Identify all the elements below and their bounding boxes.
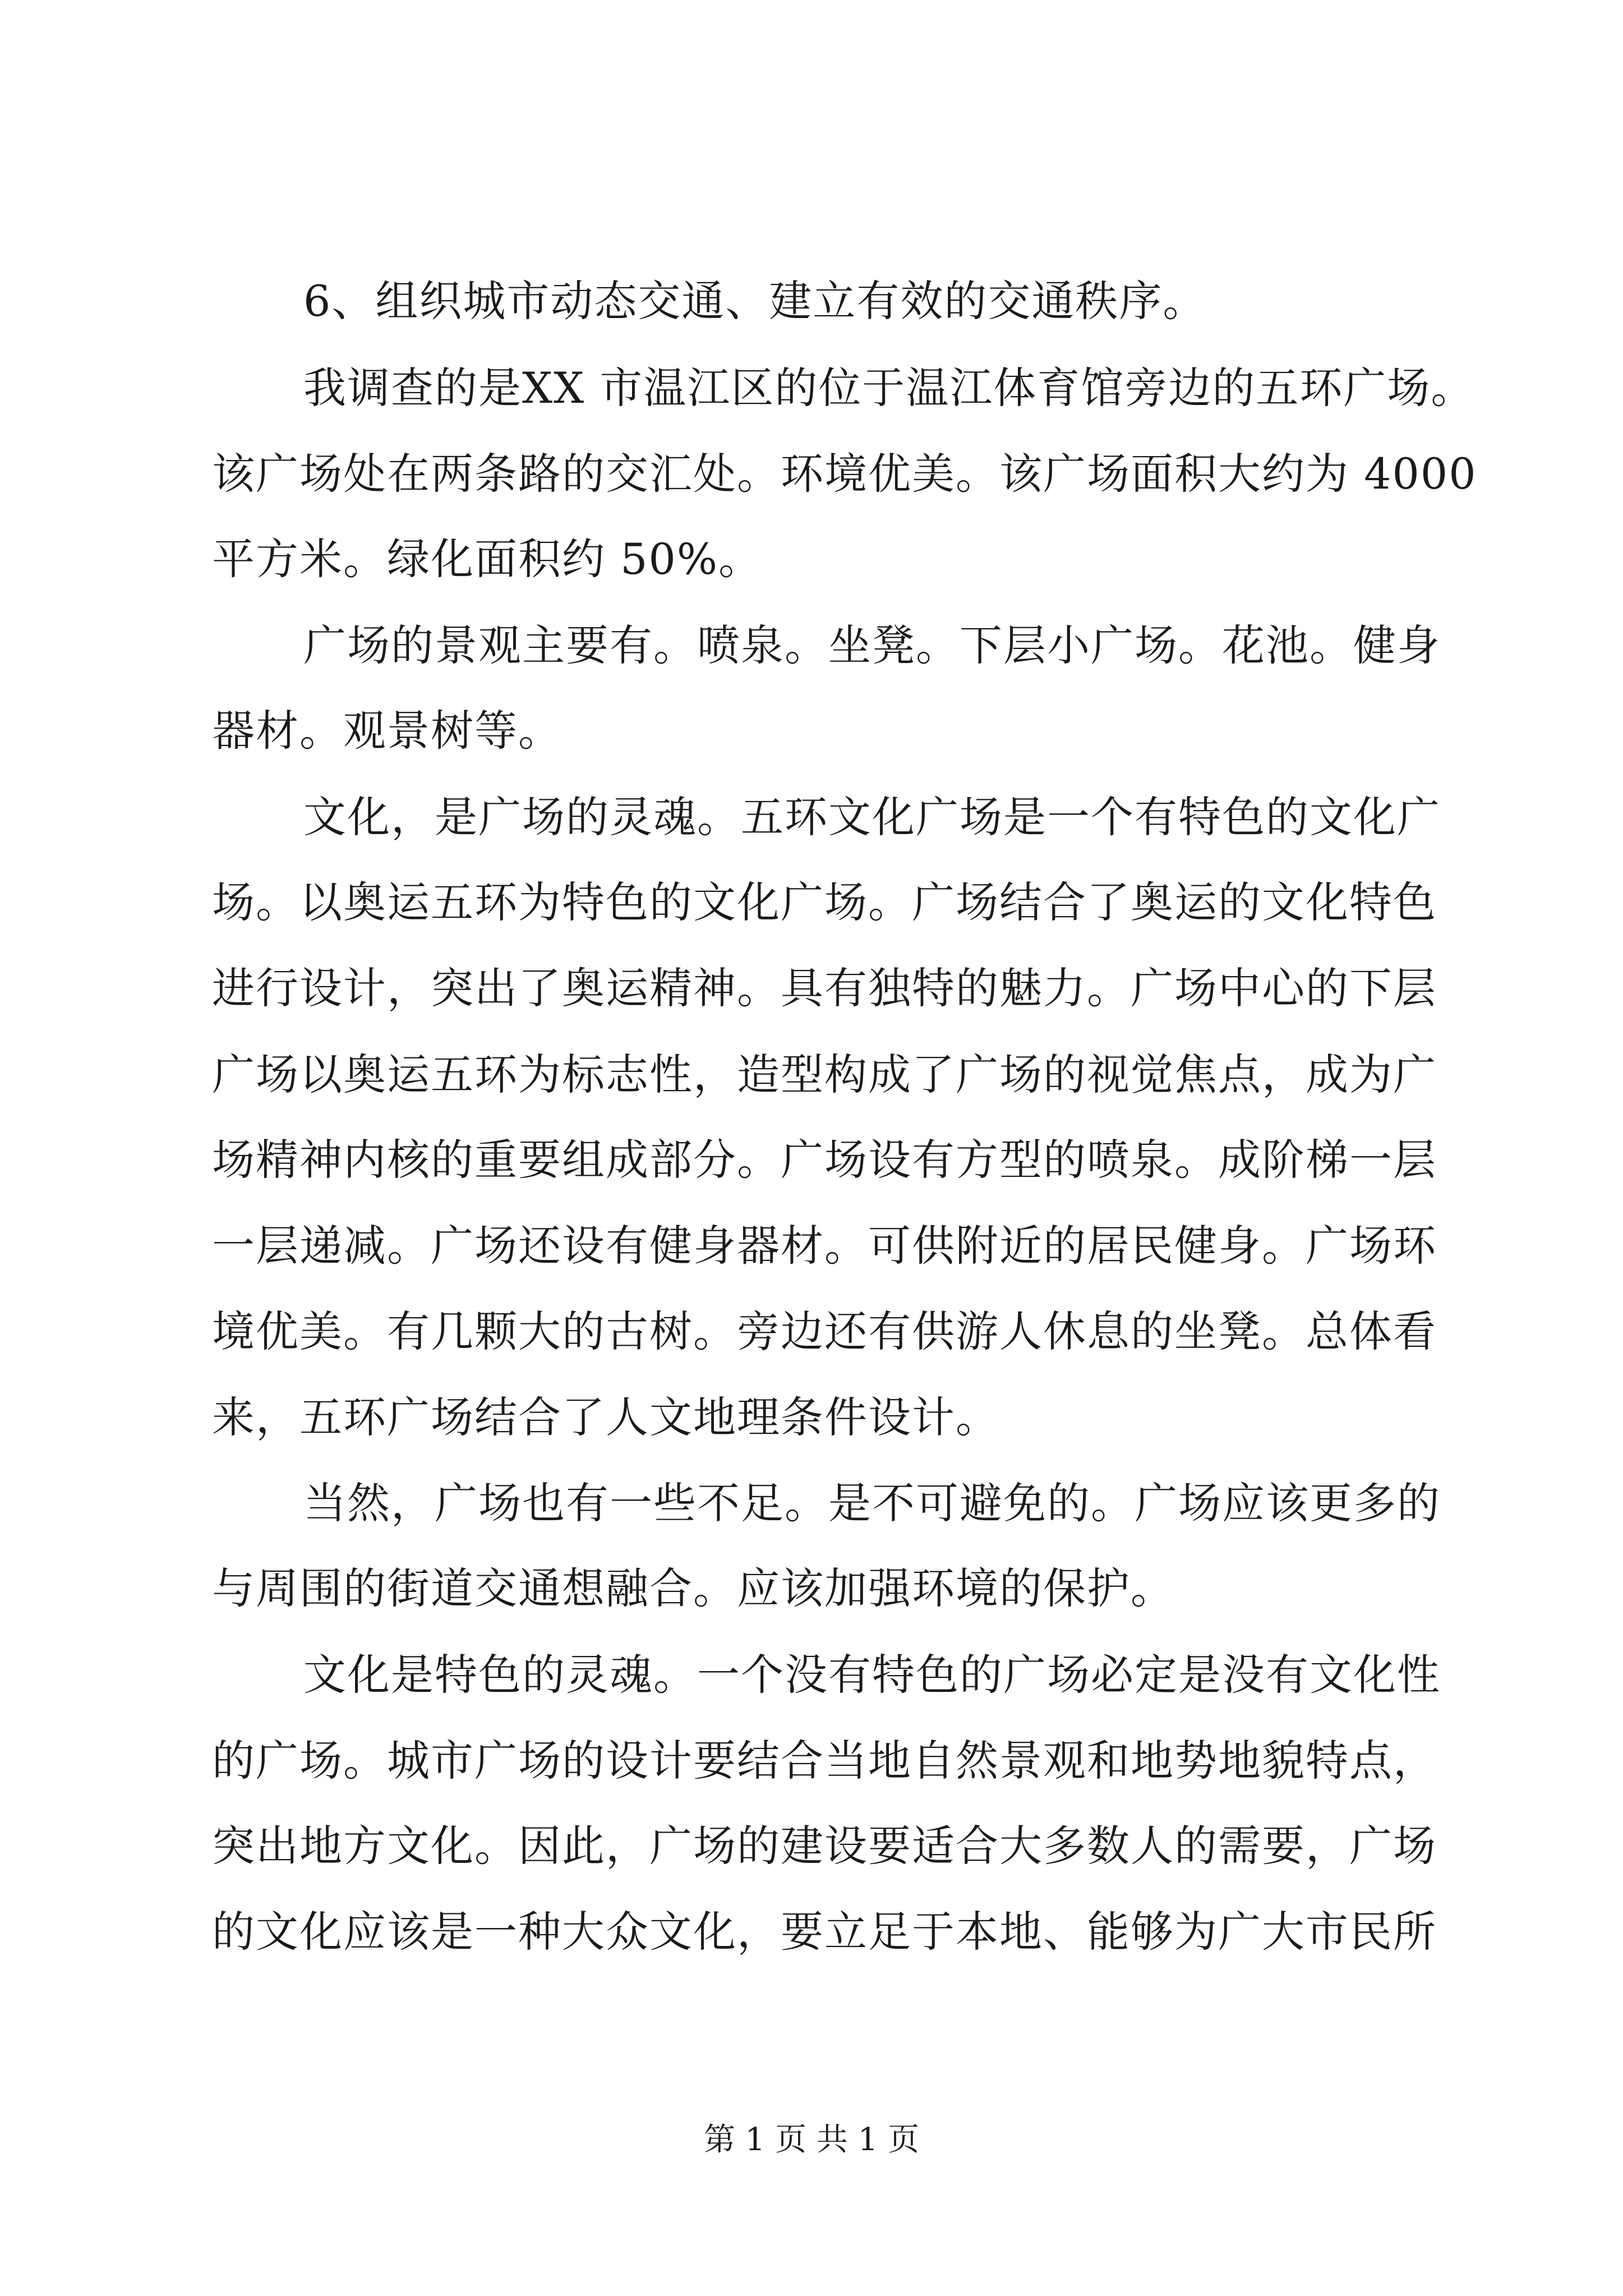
text-line: 广场的景观主要有。喷泉。坐凳。下层小广场。花池。健身 bbox=[303, 620, 1441, 670]
text-line: 文化，是广场的灵魂。五环文化广场是一个有特色的文化广 bbox=[303, 792, 1441, 842]
text-line: 一层递减。广场还设有健身器材。可供附近的居民健身。广场环 bbox=[212, 1221, 1437, 1271]
text-line: 的广场。城市广场的设计要结合当地自然景观和地势地貌特点， bbox=[212, 1736, 1437, 1786]
text-line: 广场以奥运五环为标志性，造型构成了广场的视觉焦点，成为广 bbox=[212, 1050, 1437, 1099]
text-line: 来，五环广场结合了人文地理条件设计。 bbox=[212, 1392, 999, 1442]
text-line: 当然，广场也有一些不足。是不可避免的。广场应该更多的 bbox=[303, 1478, 1441, 1528]
text-line: 该广场处在两条路的交汇处。环境优美。该广场面积大约为 4000 bbox=[212, 449, 1477, 499]
text-line: 平方米。绿化面积约 50%。 bbox=[212, 534, 763, 584]
text-line: 文化是特色的灵魂。一个没有特色的广场必定是没有文化性 bbox=[303, 1650, 1441, 1700]
text-line: 与周围的街道交通想融合。应该加强环境的保护。 bbox=[212, 1563, 1174, 1613]
text-line: 器材。观景树等。 bbox=[212, 706, 562, 756]
text-line: 我调查的是XX 市温江区的位于温江体育馆旁边的五环广场。 bbox=[303, 363, 1475, 413]
text-line: 场。以奥运五环为特色的文化广场。广场结合了奥运的文化特色 bbox=[212, 877, 1437, 927]
page-number-footer: 第 1 页 共 1 页 bbox=[703, 2122, 920, 2158]
text-line: 境优美。有几颗大的古树。旁边还有供游人休息的坐凳。总体看 bbox=[212, 1306, 1437, 1356]
text-line: 场精神内核的重要组成部分。广场设有方型的喷泉。成阶梯一层 bbox=[212, 1135, 1437, 1185]
text-line: 6、组织城市动态交通、建立有效的交通秩序。 bbox=[303, 276, 1207, 326]
text-line: 突出地方文化。因此，广场的建设要适合大多数人的需要，广场 bbox=[212, 1821, 1437, 1871]
text-line: 的文化应该是一种大众文化，要立足于本地、能够为广大市民所 bbox=[212, 1907, 1437, 1957]
text-line: 进行设计，突出了奥运精神。具有独特的魅力。广场中心的下层 bbox=[212, 963, 1437, 1013]
